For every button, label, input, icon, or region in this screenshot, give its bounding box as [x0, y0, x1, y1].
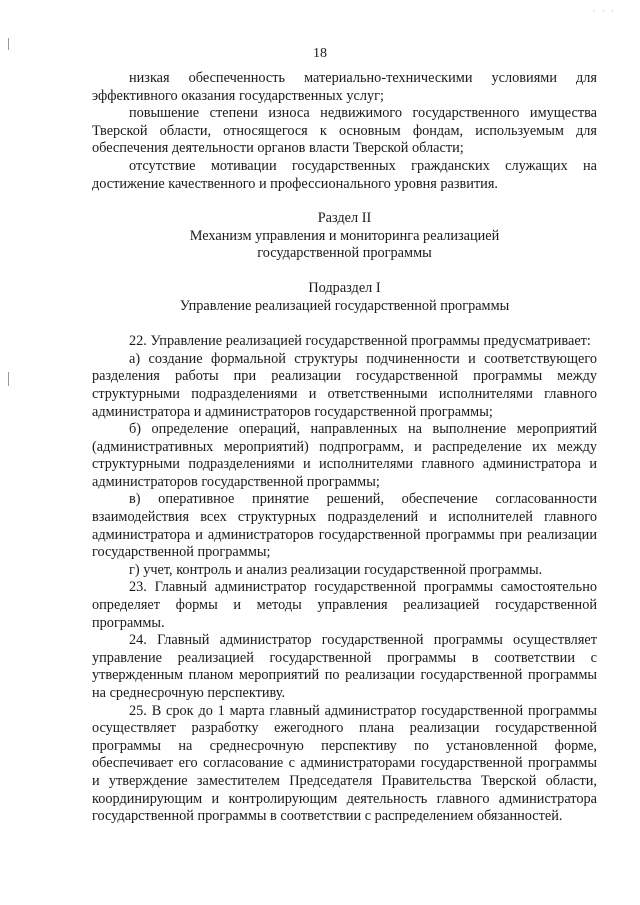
- page-number: 18: [313, 46, 327, 61]
- scan-margin-mark-bottom: [8, 372, 9, 386]
- intro-paragraph: низкая обеспеченность материально-техническими условиями для эффективного оказания государственных услуг;: [92, 70, 597, 104]
- section-label: Раздел II: [317, 210, 372, 227]
- paragraph-22-item-d: г) учет, контроль и анализ реализации государственной программы.: [129, 561, 543, 578]
- paragraph-22: 22. Управление реализацией государственной программы предусматривает:: [129, 333, 591, 350]
- paragraph-22-item-c: в) оперативное принятие решений, обеспечение согласованности взаимодействия всех структурных подразделений и исполнителей главного администратора и администраторов государственной программы при реализации государственной программы;: [92, 491, 597, 561]
- subsection-label: Подраздел I: [308, 279, 381, 296]
- paragraph-25: 25. В срок до 1 марта главный администратор государственной программы осуществляет разработку ежегодного плана реализации государственной программы на среднесрочную перспективу по установленной форме, обеспечивает его согласование с администраторами государственной программы и утверждение заместителем Председателя Правительства Тверской области, координирующим и контролирующим деятельность главного администратора государственной программы в соответствии с распределением обязанностей.: [92, 702, 597, 825]
- spacer: [92, 263, 597, 280]
- spacer: [92, 315, 597, 333]
- paragraph-22-item-b: б) определение операций, направленных на выполнение мероприятий (административных мероприятий) подпрограмм, и распределение их между структурными подразделениями и исполнителями главного администратора и администраторов государственной программы;: [92, 421, 597, 490]
- section-title-line-1: Механизм управления и мониторинга реализацией: [189, 227, 500, 244]
- paragraph-23: 23. Главный администратор государственной программы самостоятельно определяет формы и методы управления реализацией государственной программы.: [92, 579, 597, 631]
- subsection-title: Управление реализацией государственной программы: [179, 297, 510, 314]
- spacer: [92, 193, 597, 210]
- paragraph-22-item-a: а) создание формальной структуры подчиненности и соответствующего разделения работы при реализации государственной программы между структурными подразделениями и ответственными исполнителями главного администратора и администраторов государственной программы;: [92, 350, 597, 420]
- paragraph-24: 24. Главный администратор государственной программы осуществляет управление реализацией государственной программы в соответствии с утвержденным планом мероприятий по реализации государственной программы на среднесрочную перспективу.: [92, 632, 597, 701]
- document-body: [92, 70, 597, 826]
- scan-corner-mark: · · ·: [592, 6, 616, 16]
- section-title-line-2: государственной программы: [257, 245, 432, 262]
- intro-paragraph: отсутствие мотивации государственных гражданских служащих на достижение качественного и профессионального уровня развития.: [92, 157, 597, 192]
- intro-paragraph: повышение степени износа недвижимого государственного имущества Тверской области, относящегося к основным фондам, используемым для обеспечения деятельности органов власти Тверской области;: [92, 105, 597, 157]
